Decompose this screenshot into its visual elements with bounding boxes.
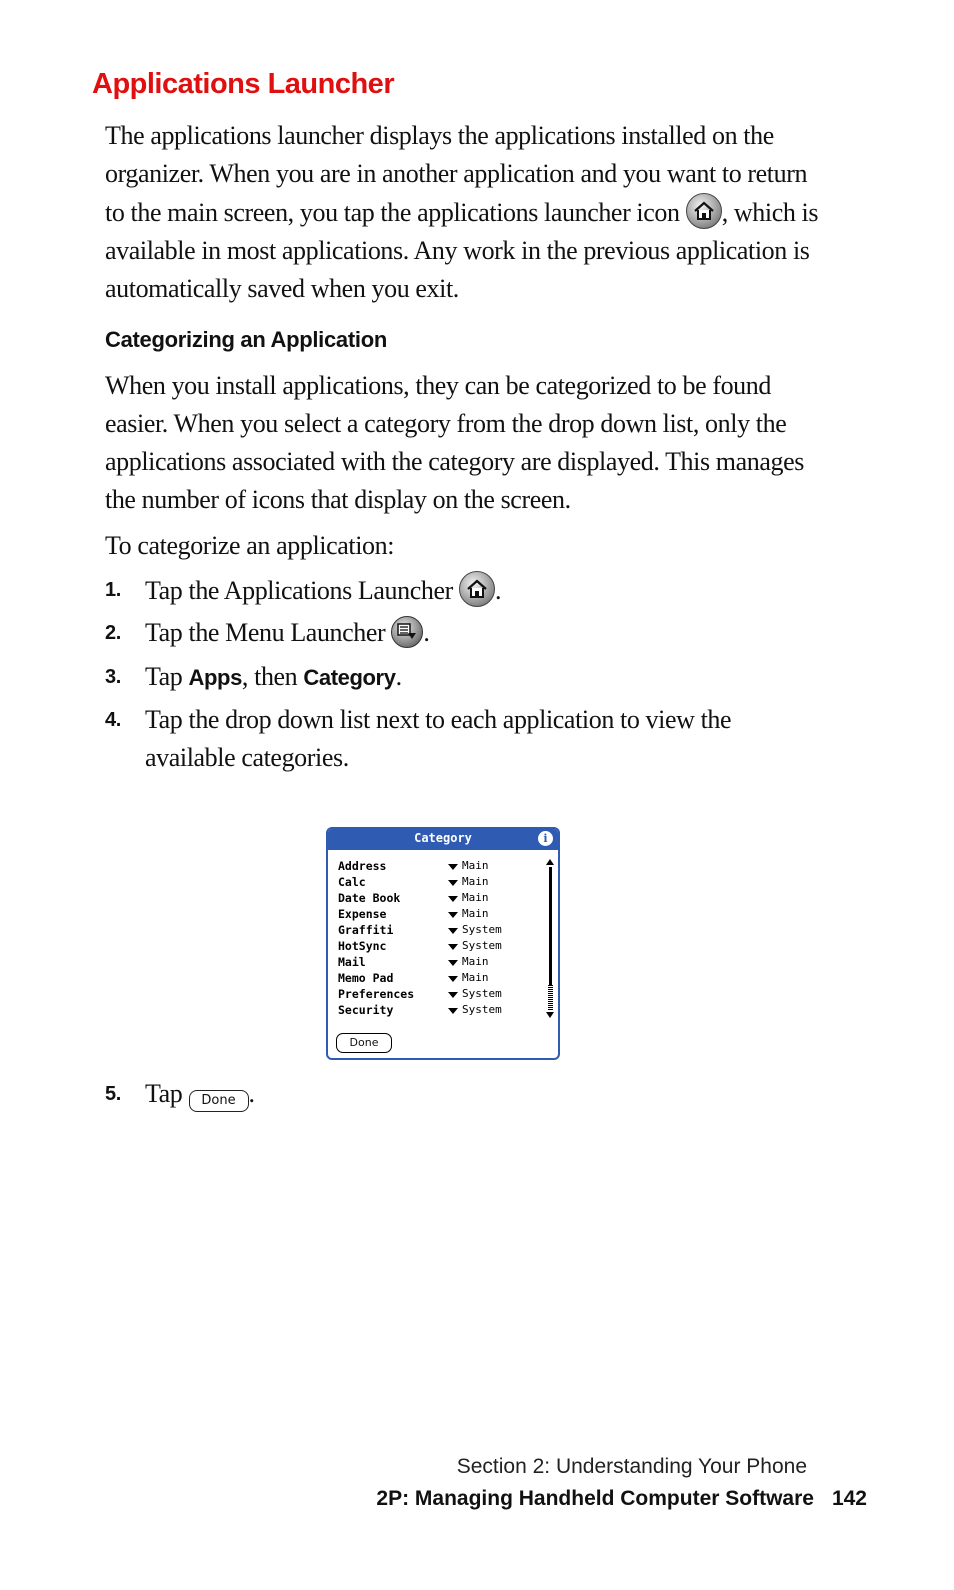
intro-text-2: , which is available in most applications. Any work in the previous application is automatically saved when you exit.: [105, 198, 819, 303]
dropdown-arrow-icon[interactable]: [448, 880, 458, 886]
step-number: 2.: [105, 622, 121, 644]
info-icon[interactable]: i: [538, 831, 553, 846]
category-dropdown[interactable]: Main: [462, 955, 489, 968]
category-dropdown[interactable]: Main: [462, 891, 489, 904]
step-number: 5.: [105, 1083, 121, 1105]
category-dropdown[interactable]: System: [462, 923, 502, 936]
dropdown-arrow-icon[interactable]: [448, 1008, 458, 1014]
applications-launcher-icon: [459, 571, 495, 607]
dropdown-arrow-icon[interactable]: [448, 912, 458, 918]
category-dropdown[interactable]: System: [462, 987, 502, 1000]
step-punct: .: [395, 662, 402, 691]
app-name: Date Book: [338, 891, 401, 905]
step-punct: .: [248, 1079, 255, 1108]
app-name: Mail: [338, 955, 366, 969]
step-number: 1.: [105, 579, 121, 601]
footer-chapter: [376, 1487, 867, 1511]
category-dropdown[interactable]: System: [462, 1003, 502, 1016]
footer-section-title: Section 2: Understanding Your Phone: [456, 1455, 807, 1478]
app-name: Security: [338, 1003, 394, 1017]
dropdown-arrow-icon[interactable]: [448, 928, 458, 934]
intro-paragraph: [105, 117, 825, 308]
done-button-image: Done: [189, 1090, 249, 1112]
category-titlebar: [328, 829, 558, 850]
step-text: Tap: [145, 1079, 189, 1108]
category-paragraph: When you install applications, they can be categorized to be found easier. When you select a category from the drop down list, only the applications associated with the category are displayed. This manages the number of icons that display on the screen.: [105, 371, 804, 514]
category-dropdown[interactable]: Main: [462, 859, 489, 872]
list-item: [338, 939, 528, 955]
list-item: [338, 875, 528, 891]
list-item: [338, 923, 528, 939]
step-punct: .: [494, 576, 502, 605]
app-name: Memo Pad: [338, 971, 394, 985]
dropdown-arrow-icon[interactable]: [448, 944, 458, 950]
lead-in-text: To categorize an application:: [105, 531, 395, 560]
step-text: , then: [241, 662, 304, 691]
category-title: Category: [414, 831, 472, 845]
dropdown-arrow-icon[interactable]: [448, 976, 458, 982]
list-item: [338, 971, 528, 987]
app-name: Address: [338, 859, 387, 873]
app-name: HotSync: [338, 939, 387, 953]
category-dropdown[interactable]: Main: [462, 971, 489, 984]
app-name: Calc: [338, 875, 366, 889]
step-number: 3.: [105, 666, 121, 688]
step-punct: .: [423, 618, 430, 647]
app-name: Preferences: [338, 987, 415, 1001]
app-name: Graffiti: [338, 923, 394, 937]
step-number: 4.: [105, 709, 121, 731]
done-button[interactable]: Done: [336, 1033, 392, 1053]
scroll-up-icon[interactable]: [546, 859, 554, 865]
step-text: Tap the drop down list next to each application to view the available categories.: [145, 705, 732, 772]
dropdown-arrow-icon[interactable]: [448, 960, 458, 966]
scroll-down-icon[interactable]: [546, 1012, 554, 1018]
category-menu-label: Category: [303, 665, 396, 690]
dropdown-arrow-icon[interactable]: [448, 864, 458, 870]
applications-launcher-icon: [686, 193, 722, 229]
footer-chapter-title: 2P: Managing Handheld Computer Software: [376, 1487, 814, 1510]
category-dropdown[interactable]: Main: [462, 907, 489, 920]
page-number: 142: [831, 1487, 867, 1510]
step-text: Tap the Menu Launcher: [145, 618, 392, 647]
category-screen: [326, 827, 560, 1060]
subsection-heading: Categorizing an Application: [105, 327, 387, 352]
category-dropdown[interactable]: Main: [462, 875, 489, 888]
list-item: [338, 1003, 528, 1019]
list-item: [338, 859, 528, 875]
application-category-list: [338, 859, 528, 1019]
section-heading: Applications Launcher: [92, 68, 395, 100]
step-text: Tap: [145, 662, 189, 691]
list-item: [338, 907, 528, 923]
list-item: [338, 891, 528, 907]
dropdown-arrow-icon[interactable]: [448, 992, 458, 998]
app-name: Expense: [338, 907, 387, 921]
category-dropdown[interactable]: System: [462, 939, 502, 952]
list-item: [338, 987, 528, 1003]
menu-launcher-icon: [391, 616, 423, 648]
scroll-track[interactable]: [548, 985, 553, 1010]
step-text: Tap the Applications Launcher: [145, 576, 459, 605]
scroll-thumb[interactable]: [549, 867, 552, 985]
list-item: [338, 955, 528, 971]
intro-text-1: The applications launcher displays the applications installed on the organizer. When you are in another application and you want to return to the main screen, you tap the applications launcher icon: [105, 121, 808, 227]
dropdown-arrow-icon[interactable]: [448, 896, 458, 902]
scrollbar[interactable]: [546, 859, 556, 1019]
apps-menu-label: Apps: [188, 665, 242, 690]
